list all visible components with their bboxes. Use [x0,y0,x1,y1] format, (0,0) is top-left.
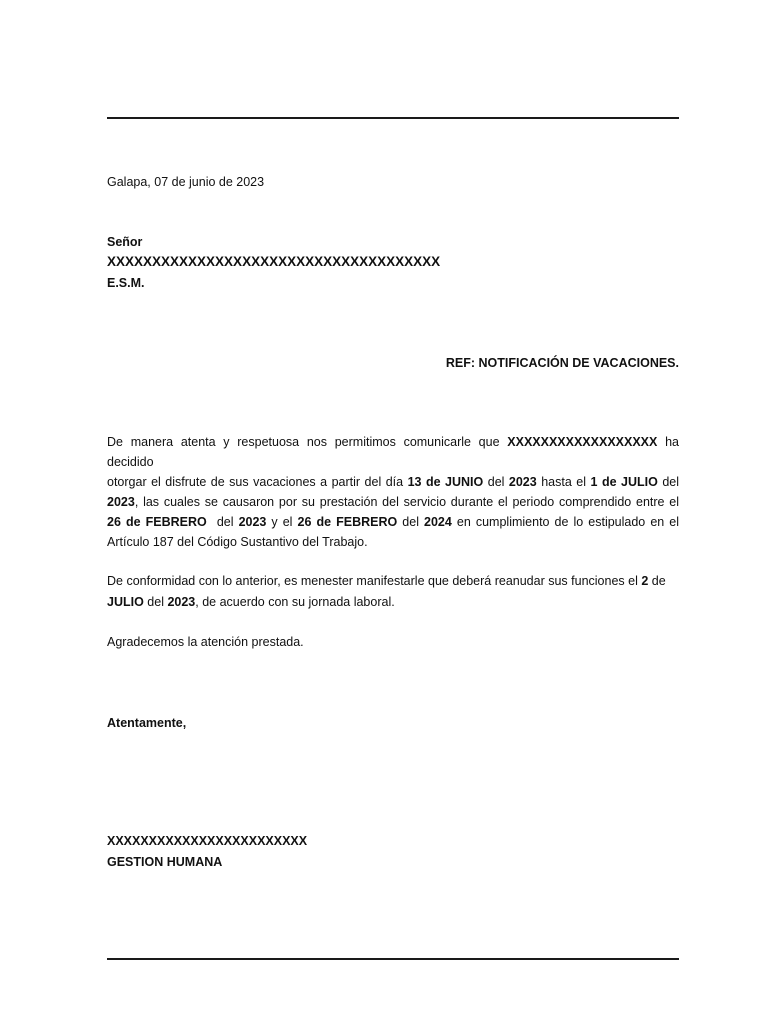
period-end-date: 26 de FEBRERO [297,515,398,529]
end-date: 1 de JULIO [590,475,658,489]
signer-name: XXXXXXXXXXXXXXXXXXXXXXXX [107,834,308,848]
body-p1-line6: Artículo 187 del Código Sustantivo del Trabajo. [107,535,368,549]
body-p1-line1 [107,432,679,452]
body-text: del [143,595,168,609]
start-year: 2023 [508,475,537,489]
body-text: De manera atenta y respetuosa nos permitimos comunicarle que [107,435,508,449]
recipient-title: E.S.M. [107,276,145,290]
body-text: y el [266,515,298,529]
top-divider [107,117,679,119]
body-text: del [397,515,425,529]
period-end-year: 2024 [424,515,452,529]
body-p2-line2 [107,592,395,612]
signer-department: GESTION HUMANA [107,855,223,869]
return-day: 2 [641,574,649,588]
body-text: en cumplimiento de lo estipulado en el [451,515,679,529]
body-text: ha [657,435,679,449]
body-p1-line3 [107,472,679,492]
period-start-date: 26 de FEBRERO [107,515,207,529]
place-date: Galapa, 07 de junio de 2023 [107,175,265,189]
return-year: 2023 [167,595,196,609]
return-month: JULIO [107,595,144,609]
body-text: De conformidad con lo anterior, es menester manifestarle que deberá reanudar sus funciones el [107,574,642,588]
closing: Atentamente, [107,716,187,730]
recipient-name: XXXXXXXXXXXXXXXXXXXXXXXXXXXXXXXXXXXXX [107,254,441,269]
start-date: 13 de JUNIO [407,475,484,489]
body-text: , las cuales se causaron por su prestación del servicio durante el periodo comprendido entre el [134,495,679,509]
body-p1-line2: decidido [107,455,154,469]
end-year: 2023 [107,495,135,509]
salutation: Señor [107,235,143,249]
body-text: hasta el [536,475,591,489]
body-p1-line5 [107,512,679,532]
bottom-divider [107,958,679,960]
period-start-year: 2023 [238,515,267,529]
employee-name: XXXXXXXXXXXXXXXXXX [507,435,658,449]
body-p3: Agradecemos la atención prestada. [107,635,304,649]
body-text: del [657,475,679,489]
body-p1-line4 [107,492,679,512]
body-text: del [206,515,239,529]
body-p2-line1 [107,571,666,591]
body-text: otorgar el disfrute de sus vacaciones a partir del día [107,475,408,489]
body-text: de [648,574,666,588]
reference-line: REF: NOTIFICACIÓN DE VACACIONES. [445,356,679,370]
body-text: , de acuerdo con su jornada laboral. [195,595,395,609]
body-text: del [483,475,509,489]
